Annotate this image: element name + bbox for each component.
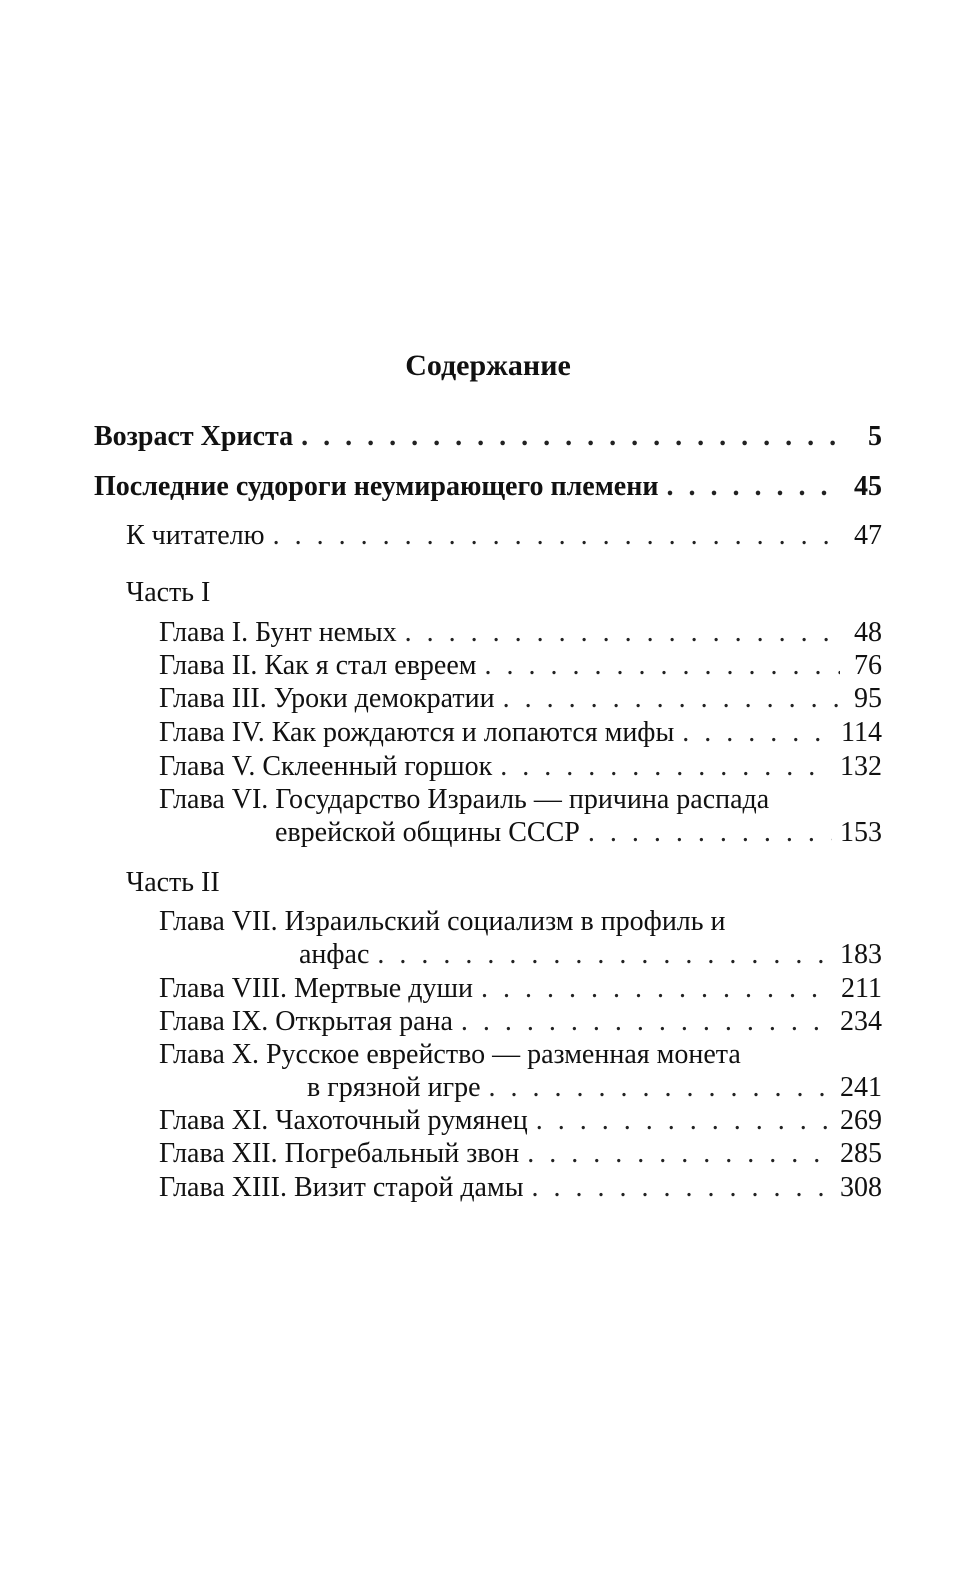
toc-entry-label: Глава I. Бунт немых [159, 617, 397, 648]
dot-leader [405, 616, 840, 650]
toc-entry [275, 816, 882, 850]
dot-leader [461, 1005, 832, 1039]
toc-entry-label: Глава XII. Погребальный звон [159, 1138, 520, 1169]
toc-page-number: 95 [854, 683, 882, 714]
dot-leader [588, 816, 832, 850]
toc-entry [94, 420, 882, 454]
toc-entry [94, 470, 882, 504]
toc-entry [159, 750, 882, 784]
toc-entry-label: Глава VI. Государство Израиль — причина распада [159, 784, 770, 815]
toc-page-number: 234 [840, 1006, 882, 1037]
toc-entry [159, 1171, 882, 1205]
dot-leader [481, 972, 833, 1006]
toc-page-number: 285 [840, 1138, 882, 1169]
toc-entry [307, 1071, 882, 1105]
toc-entry-label: Глава VIII. Мертвые души [159, 973, 474, 1004]
toc-entry-label: Глава V. Склеенный горшок [159, 751, 493, 782]
toc-entry-label: Последние судороги неумирающего племени [94, 471, 659, 502]
dot-leader [500, 750, 832, 784]
toc-entry [299, 938, 882, 972]
toc-entry-label-continued: в грязной игре [307, 1072, 481, 1103]
toc-entry [126, 519, 882, 553]
dot-leader [527, 1137, 832, 1171]
toc-entry [159, 1005, 882, 1039]
toc-page-number: 47 [854, 520, 882, 551]
toc-entry [159, 682, 882, 716]
dot-leader [377, 938, 832, 972]
toc-entry-label: Глава VII. Израильский социализм в профиль и [159, 906, 726, 937]
toc-page-number: 45 [854, 471, 882, 502]
toc-entry [159, 1137, 882, 1171]
dot-leader [667, 470, 841, 504]
dot-leader [485, 649, 840, 683]
part-heading: Часть I [126, 577, 211, 608]
toc-entry-label: Возраст Христа [94, 421, 294, 452]
toc-entry [159, 649, 882, 683]
page-title: Содержание [405, 349, 571, 382]
toc-entry [159, 972, 882, 1006]
dot-leader [301, 420, 840, 454]
toc-entry-label: Глава XIII. Визит старой дамы [159, 1172, 524, 1203]
toc-entry [159, 1104, 882, 1138]
dot-leader [489, 1071, 832, 1105]
toc-entry-label: Глава III. Уроки демократии [159, 683, 495, 714]
toc-page-number: 241 [840, 1072, 882, 1103]
toc-entry-label: Глава II. Как я стал евреем [159, 650, 477, 681]
toc-entry [159, 716, 882, 750]
toc-entry-label: Глава X. Русское еврейство — разменная монета [159, 1039, 741, 1070]
toc-page-number: 183 [840, 939, 882, 970]
toc-entry-label: К читателю [126, 520, 265, 551]
toc-page-number: 132 [840, 751, 882, 782]
toc-entry-label: Глава IX. Открытая рана [159, 1006, 453, 1037]
toc-page-number: 5 [868, 421, 882, 452]
toc-page-number: 211 [841, 973, 882, 1004]
toc-page-number: 76 [854, 650, 882, 681]
toc-entry-label: Глава IV. Как рождаются и лопаются мифы [159, 717, 675, 748]
toc-page-number: 308 [840, 1172, 882, 1203]
toc-entry-label: Глава XI. Чахоточный румянец [159, 1105, 528, 1136]
toc-entry-label-continued: анфас [299, 939, 370, 970]
dot-leader [532, 1171, 832, 1205]
dot-leader [273, 519, 840, 553]
dot-leader [503, 682, 840, 716]
toc-entry-label-continued: еврейской общины СССР [275, 817, 580, 848]
toc-page-number: 153 [840, 817, 882, 848]
toc-page-number: 114 [841, 717, 882, 748]
toc-page-number: 269 [840, 1105, 882, 1136]
part-heading: Часть II [126, 867, 220, 898]
dot-leader [536, 1104, 832, 1138]
dot-leader [682, 716, 833, 750]
toc-entry [159, 616, 882, 650]
toc-page-number: 48 [854, 617, 882, 648]
